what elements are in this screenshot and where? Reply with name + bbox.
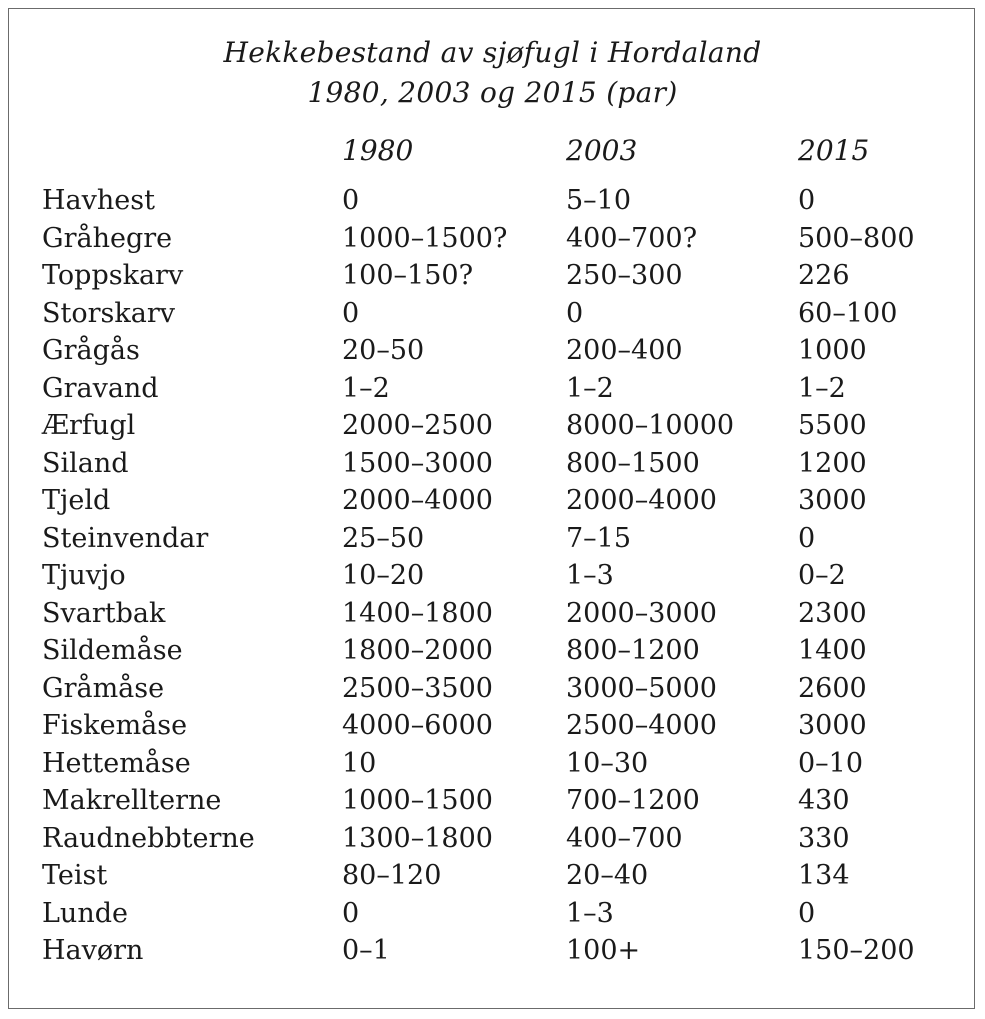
value-2015: 3000	[798, 710, 867, 741]
value-2015: 5500	[798, 410, 867, 441]
species-name: Fiskemåse	[42, 710, 188, 741]
table-title: Hekkebestand av sjøfugl i Hordaland	[223, 36, 762, 69]
value-2015: 0	[798, 522, 816, 554]
species-name: Sildemåse	[42, 635, 183, 666]
species-name: Gravand	[42, 372, 159, 404]
column-header-2003: 2003	[566, 134, 638, 167]
table-row	[0, 857, 985, 894]
value-1980: 100–150?	[342, 260, 474, 291]
value-1980: 1000–1500?	[342, 222, 508, 254]
value-2015: 60–100	[798, 297, 898, 329]
value-1980: 10–20	[342, 560, 425, 591]
value-2015: 0	[798, 185, 816, 216]
table-row	[0, 220, 985, 257]
value-2015: 1000	[798, 335, 867, 366]
species-name: Storskarv	[42, 297, 175, 329]
table-row	[0, 295, 985, 332]
value-2003: 200–400	[566, 335, 683, 366]
value-2003: 10–30	[566, 747, 649, 779]
value-2003: 100+	[566, 935, 641, 966]
value-2015: 3000	[798, 485, 867, 516]
species-name: Tjuvjo	[42, 560, 126, 591]
table-row	[0, 632, 985, 669]
value-1980: 1300–1800	[342, 822, 493, 854]
table-row	[0, 482, 985, 519]
table-row	[0, 595, 985, 632]
value-2015: 0–2	[798, 560, 846, 591]
species-name: Havørn	[42, 935, 144, 966]
value-2015: 1400	[798, 635, 867, 666]
table-row	[0, 745, 985, 782]
value-1980: 80–120	[342, 860, 442, 891]
value-2003: 2000–3000	[566, 597, 717, 629]
species-name: Gråhegre	[42, 222, 173, 254]
value-2003: 800–1200	[566, 635, 700, 666]
value-2015: 134	[798, 860, 850, 891]
value-2015: 2600	[798, 672, 867, 704]
table-row	[0, 932, 985, 969]
value-2003: 1–2	[566, 372, 614, 404]
value-1980: 20–50	[342, 335, 425, 366]
value-2003: 250–300	[566, 260, 683, 291]
table-subtitle: 1980, 2003 og 2015 (par)	[307, 76, 678, 109]
value-2015: 430	[798, 785, 850, 816]
species-name: Havhest	[42, 185, 155, 216]
table-row	[0, 370, 985, 407]
value-2015: 2300	[798, 597, 867, 629]
value-2003: 5–10	[566, 185, 632, 216]
table-row	[0, 257, 985, 294]
value-2015: 1–2	[798, 372, 846, 404]
table-row	[0, 445, 985, 482]
value-1980: 0	[342, 897, 360, 929]
table-row	[0, 670, 985, 707]
value-1980: 1500–3000	[342, 447, 493, 479]
value-1980: 0	[342, 297, 360, 329]
value-2015: 1200	[798, 447, 867, 479]
value-2003: 0	[566, 297, 584, 329]
table-row	[0, 707, 985, 744]
value-2003: 800–1500	[566, 447, 700, 479]
value-1980: 1–2	[342, 372, 390, 404]
species-name: Grågås	[42, 335, 140, 366]
value-2003: 1–3	[566, 897, 614, 929]
value-1980: 1400–1800	[342, 597, 493, 629]
species-name: Svartbak	[42, 597, 166, 629]
value-1980: 25–50	[342, 522, 425, 554]
value-2003: 2500–4000	[566, 710, 717, 741]
value-2003: 8000–10000	[566, 410, 735, 441]
value-1980: 0–1	[342, 935, 390, 966]
value-2003: 7–15	[566, 522, 632, 554]
value-1980: 1000–1500	[342, 785, 493, 816]
value-2003: 700–1200	[566, 785, 700, 816]
value-1980: 0	[342, 185, 360, 216]
species-name: Steinvendar	[42, 522, 209, 554]
table-row	[0, 895, 985, 932]
value-2003: 1–3	[566, 560, 614, 591]
table-row	[0, 557, 985, 594]
value-2003: 2000–4000	[566, 485, 717, 516]
value-2015: 150–200	[798, 935, 915, 966]
species-name: Raudnebbterne	[42, 822, 255, 854]
species-name: Gråmåse	[42, 672, 165, 704]
column-header-1980: 1980	[342, 134, 414, 167]
value-2003: 400–700	[566, 822, 683, 854]
value-1980: 4000–6000	[342, 710, 493, 741]
table-row	[0, 182, 985, 219]
value-1980: 1800–2000	[342, 635, 493, 666]
species-name: Toppskarv	[42, 260, 184, 291]
value-2015: 0–10	[798, 747, 864, 779]
table-row	[0, 407, 985, 444]
table-row	[0, 520, 985, 557]
value-2003: 20–40	[566, 860, 649, 891]
table-row	[0, 332, 985, 369]
species-name: Tjeld	[42, 485, 111, 516]
species-name: Makrellterne	[42, 785, 222, 816]
species-name: Lunde	[42, 897, 128, 929]
species-name: Siland	[42, 447, 129, 479]
value-1980: 10	[342, 747, 377, 779]
value-2003: 3000–5000	[566, 672, 717, 704]
species-name: Ærfugl	[42, 410, 136, 441]
value-2015: 500–800	[798, 222, 915, 254]
value-2015: 330	[798, 822, 850, 854]
value-1980: 2500–3500	[342, 672, 493, 704]
value-1980: 2000–2500	[342, 410, 493, 441]
table-row	[0, 782, 985, 819]
species-name: Teist	[42, 860, 108, 891]
table-row	[0, 820, 985, 857]
value-2015: 0	[798, 897, 816, 929]
value-2015: 226	[798, 260, 850, 291]
column-header-2015: 2015	[798, 134, 870, 167]
value-1980: 2000–4000	[342, 485, 493, 516]
value-2003: 400–700?	[566, 222, 698, 254]
species-name: Hettemåse	[42, 747, 191, 779]
